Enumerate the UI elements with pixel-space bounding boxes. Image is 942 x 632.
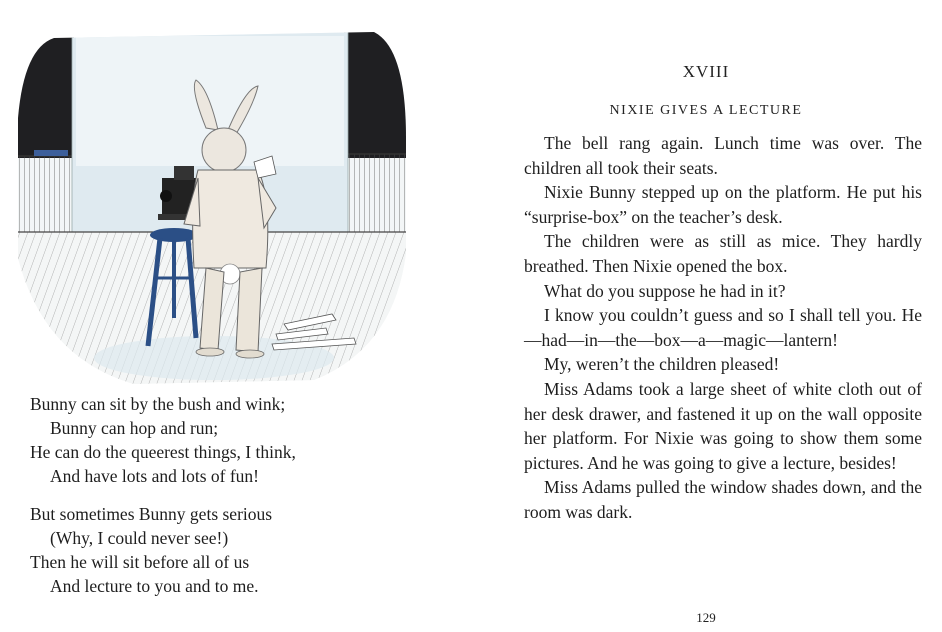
poem-stanza-1 <box>30 392 450 488</box>
left-page <box>0 0 470 632</box>
paragraph: Miss Adams pulled the window shades down, and the room was dark. <box>524 477 922 522</box>
poem-stanza-2 <box>30 502 450 598</box>
poem-line: He can do the queerest things, I think, <box>30 442 296 462</box>
paragraph: The children were as still as mice. They hardly breathed. Then Nixie opened the box. <box>524 231 922 276</box>
poem <box>30 392 450 612</box>
chapter-body <box>524 131 922 525</box>
paragraph: My, weren’t the children pleased! <box>544 354 780 375</box>
poem-line: (Why, I could never see!) <box>50 528 229 548</box>
paragraph: Nixie Bunny stepped up on the platform. He put his “surprise-box” on the teacher’s desk. <box>524 182 922 227</box>
right-page <box>470 0 942 632</box>
poem-line: Then he will sit before all of us <box>30 552 250 572</box>
paragraph: The bell rang again. Lunch time was over. The children all took their seats. <box>524 133 922 178</box>
poem-line: Bunny can hop and run; <box>50 418 219 438</box>
poem-line: Bunny can sit by the bush and wink; <box>30 394 286 414</box>
right-curtain <box>344 28 406 158</box>
poem-line: And have lots and lots of fun! <box>50 466 259 486</box>
poem-line: But sometimes Bunny gets serious <box>30 504 273 524</box>
chapter-number: XVIII <box>682 62 730 81</box>
rabbit-lantern-illustration <box>14 28 406 388</box>
page-number: 129 <box>696 610 716 625</box>
chapter-title: NIXIE GIVES A LECTURE <box>609 103 803 118</box>
poem-line: And lecture to you and to me. <box>50 576 259 596</box>
paragraph: What do you suppose he had in it? <box>544 280 786 301</box>
paragraph: I know you couldn’t guess and so I shall tell you. He—had—in—the—box—a—magic—lantern! <box>524 305 922 350</box>
paragraph: Miss Adams took a large sheet of white cloth out of her desk drawer, and fastened it up on the wall opposite her platform. For Nixie was going to show them some pictures. And he was going to give a lecture, besides! <box>524 378 922 473</box>
left-curtain <box>14 28 74 158</box>
